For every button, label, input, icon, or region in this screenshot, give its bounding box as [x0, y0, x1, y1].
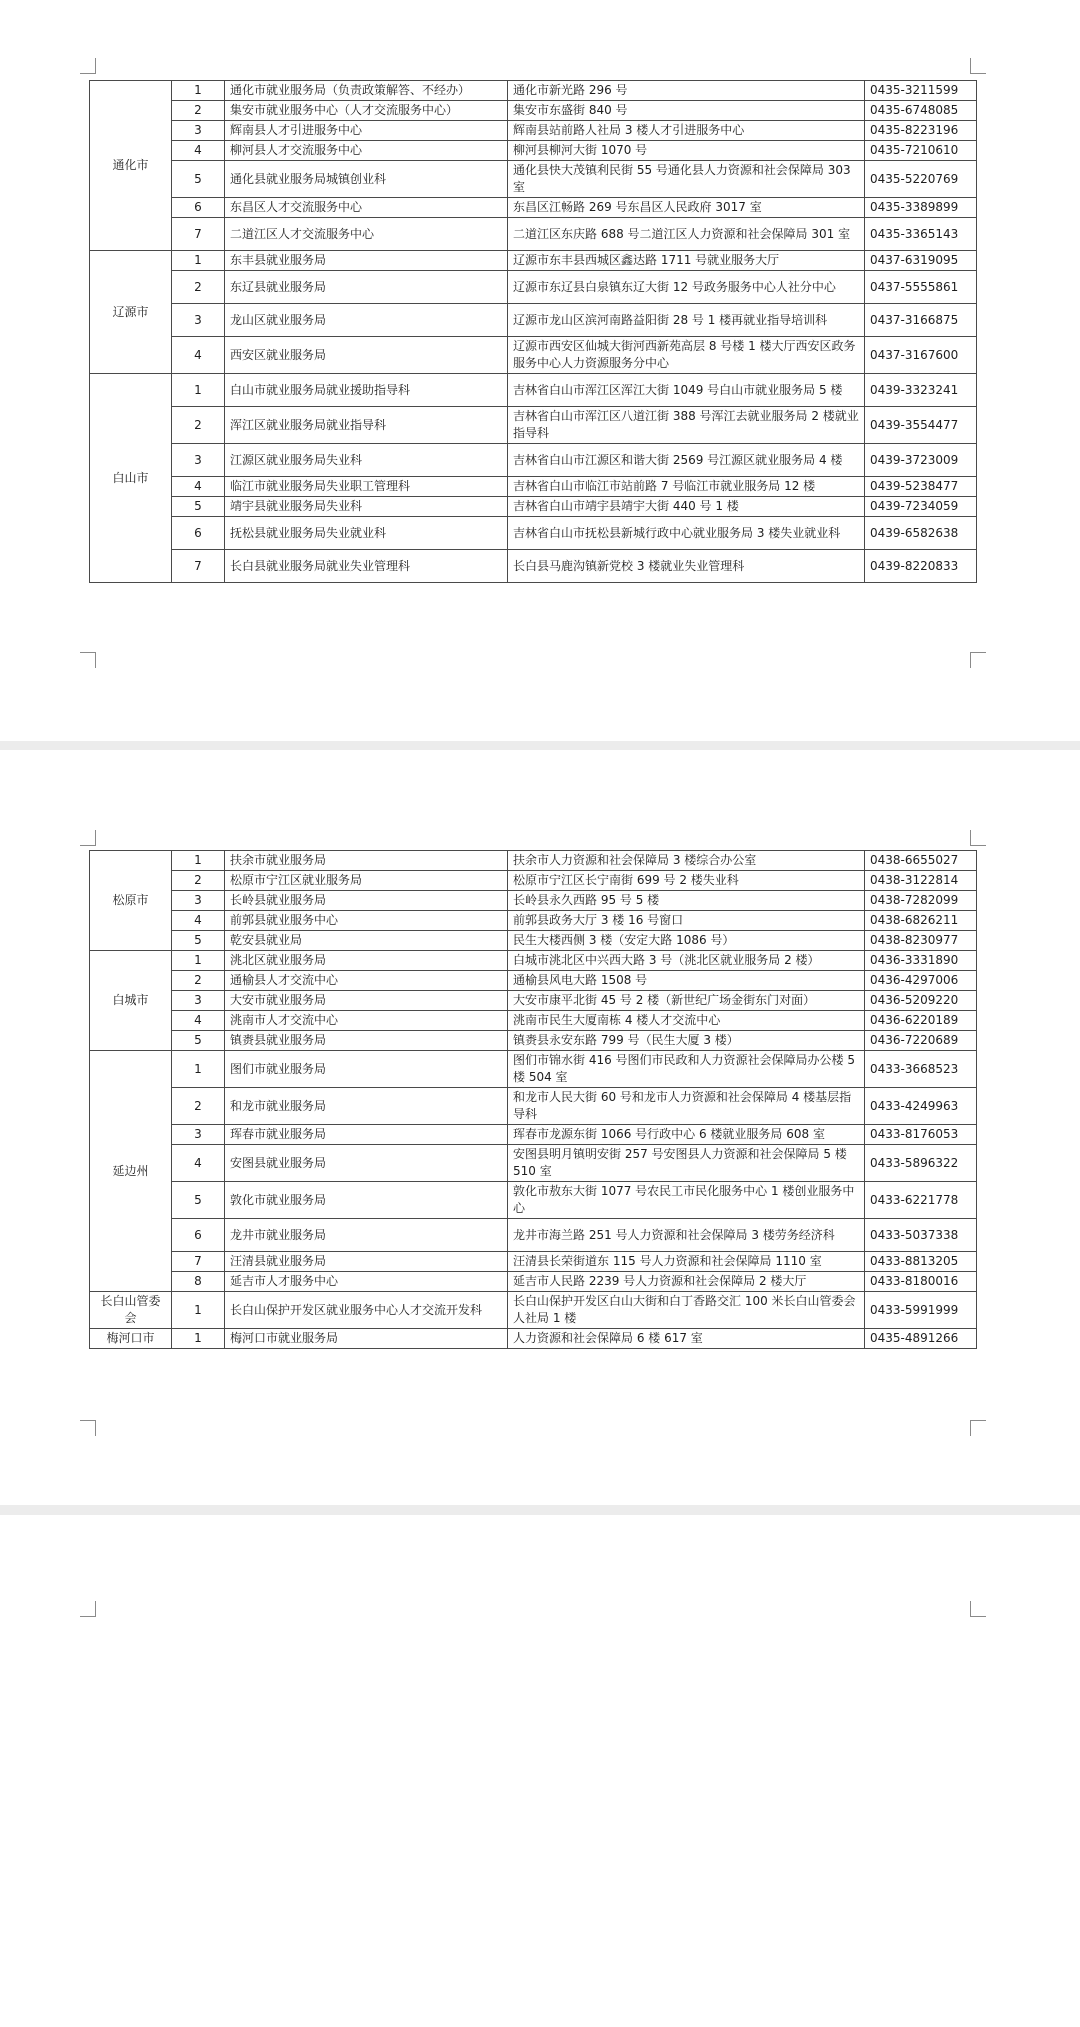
phone-cell: 0433-8813205 [865, 1252, 977, 1272]
table-row [90, 1272, 977, 1292]
row-number-cell: 1 [172, 951, 225, 971]
address-cell: 图们市锦水街 416 号图们市民政和人力资源社会保障局办公楼 5 楼 504 室 [508, 1051, 865, 1088]
address-cell: 洮南市民生大厦南栋 4 楼人才交流中心 [508, 1011, 865, 1031]
organization-cell: 长岭县就业服务局 [225, 891, 508, 911]
organization-cell: 延吉市人才服务中心 [225, 1272, 508, 1292]
corner-mark [80, 652, 96, 668]
address-cell: 通榆县风电大路 1508 号 [508, 971, 865, 991]
phone-cell: 0436-5209220 [865, 991, 977, 1011]
row-number-cell: 5 [172, 1182, 225, 1219]
region-cell: 白山市 [90, 374, 172, 583]
row-number-cell: 2 [172, 1088, 225, 1125]
organization-cell: 靖宇县就业服务局失业科 [225, 497, 508, 517]
row-number-cell: 2 [172, 101, 225, 121]
table-row [90, 407, 977, 444]
region-cell: 长白山管委会 [90, 1292, 172, 1329]
phone-cell: 0433-3668523 [865, 1051, 977, 1088]
table-row [90, 271, 977, 304]
phone-cell: 0433-4249963 [865, 1088, 977, 1125]
table-row [90, 1088, 977, 1125]
table-row [90, 218, 977, 251]
document-page-1 [0, 0, 1080, 741]
phone-cell: 0433-5991999 [865, 1292, 977, 1329]
organization-cell: 通榆县人才交流中心 [225, 971, 508, 991]
organization-cell: 二道江区人才交流服务中心 [225, 218, 508, 251]
table-row [90, 1252, 977, 1272]
table-row [90, 971, 977, 991]
row-number-cell: 5 [172, 161, 225, 198]
row-number-cell: 1 [172, 851, 225, 871]
region-cell: 延边州 [90, 1051, 172, 1292]
address-cell: 辉南县站前路人社局 3 楼人才引进服务中心 [508, 121, 865, 141]
row-number-cell: 5 [172, 931, 225, 951]
row-number-cell: 3 [172, 1125, 225, 1145]
phone-cell: 0435-3211599 [865, 81, 977, 101]
phone-cell: 0439-6582638 [865, 517, 977, 550]
address-cell: 民生大楼西侧 3 楼（安定大路 1086 号） [508, 931, 865, 951]
table-row [90, 444, 977, 477]
phone-cell: 0436-6220189 [865, 1011, 977, 1031]
phone-cell: 0436-7220689 [865, 1031, 977, 1051]
organization-cell: 珲春市就业服务局 [225, 1125, 508, 1145]
row-number-cell: 1 [172, 1329, 225, 1349]
address-cell: 集安市东盛街 840 号 [508, 101, 865, 121]
phone-cell: 0438-6655027 [865, 851, 977, 871]
address-cell: 安图县明月镇明安街 257 号安图县人力资源和社会保障局 5 楼 510 室 [508, 1145, 865, 1182]
organization-cell: 松原市宁江区就业服务局 [225, 871, 508, 891]
address-cell: 长岭县永久西路 95 号 5 楼 [508, 891, 865, 911]
row-number-cell: 3 [172, 304, 225, 337]
corner-mark [970, 1420, 986, 1436]
table-row [90, 991, 977, 1011]
phone-cell: 0435-7210610 [865, 141, 977, 161]
region-cell: 通化市 [90, 81, 172, 251]
table-row [90, 141, 977, 161]
phone-cell: 0438-7282099 [865, 891, 977, 911]
row-number-cell: 1 [172, 1292, 225, 1329]
region-cell: 辽源市 [90, 251, 172, 374]
phone-cell: 0439-3723009 [865, 444, 977, 477]
table-row [90, 911, 977, 931]
row-number-cell: 1 [172, 81, 225, 101]
address-cell: 通化县快大茂镇利民街 55 号通化县人力资源和社会保障局 303 室 [508, 161, 865, 198]
phone-cell: 0435-5220769 [865, 161, 977, 198]
employment-services-table [89, 850, 977, 1349]
table-row [90, 477, 977, 497]
address-cell: 通化市新光路 296 号 [508, 81, 865, 101]
organization-cell: 洮南市人才交流中心 [225, 1011, 508, 1031]
table-row [90, 1329, 977, 1349]
phone-cell: 0439-7234059 [865, 497, 977, 517]
table-row [90, 1292, 977, 1329]
address-cell: 延吉市人民路 2239 号人力资源和社会保障局 2 楼大厅 [508, 1272, 865, 1292]
corner-mark [80, 830, 96, 846]
address-cell: 长白县马鹿沟镇新党校 3 楼就业失业管理科 [508, 550, 865, 583]
row-number-cell: 1 [172, 1051, 225, 1088]
address-cell: 东昌区江畅路 269 号东昌区人民政府 3017 室 [508, 198, 865, 218]
phone-cell: 0435-3389899 [865, 198, 977, 218]
table-row [90, 161, 977, 198]
corner-mark [970, 58, 986, 74]
corner-mark [970, 1601, 986, 1617]
address-cell: 大安市康平北街 45 号 2 楼（新世纪广场金街东门对面） [508, 991, 865, 1011]
address-cell: 辽源市东辽县白泉镇东辽大街 12 号政务服务中心人社分中心 [508, 271, 865, 304]
phone-cell: 0437-3167600 [865, 337, 977, 374]
organization-cell: 柳河县人才交流服务中心 [225, 141, 508, 161]
organization-cell: 安图县就业服务局 [225, 1145, 508, 1182]
table-row [90, 374, 977, 407]
row-number-cell: 4 [172, 1145, 225, 1182]
phone-cell: 0433-5896322 [865, 1145, 977, 1182]
organization-cell: 前郭县就业服务中心 [225, 911, 508, 931]
address-cell: 吉林省白山市抚松县新城行政中心就业服务局 3 楼失业就业科 [508, 517, 865, 550]
address-cell: 辽源市龙山区滨河南路益阳街 28 号 1 楼再就业指导培训科 [508, 304, 865, 337]
table-row [90, 1031, 977, 1051]
row-number-cell: 4 [172, 911, 225, 931]
address-cell: 吉林省白山市靖宇县靖宇大街 440 号 1 楼 [508, 497, 865, 517]
row-number-cell: 7 [172, 1252, 225, 1272]
organization-cell: 大安市就业服务局 [225, 991, 508, 1011]
row-number-cell: 7 [172, 218, 225, 251]
row-number-cell: 3 [172, 991, 225, 1011]
address-cell: 扶余市人力资源和社会保障局 3 楼综合办公室 [508, 851, 865, 871]
table-row [90, 81, 977, 101]
organization-cell: 龙山区就业服务局 [225, 304, 508, 337]
table-row [90, 1145, 977, 1182]
phone-cell: 0439-5238477 [865, 477, 977, 497]
row-number-cell: 6 [172, 517, 225, 550]
phone-cell: 0439-8220833 [865, 550, 977, 583]
phone-cell: 0438-6826211 [865, 911, 977, 931]
organization-cell: 长白山保护开发区就业服务中心人才交流开发科 [225, 1292, 508, 1329]
address-cell: 辽源市东丰县西城区鑫达路 1711 号就业服务大厅 [508, 251, 865, 271]
phone-cell: 0433-8176053 [865, 1125, 977, 1145]
table-row [90, 497, 977, 517]
phone-cell: 0433-8180016 [865, 1272, 977, 1292]
address-cell: 吉林省白山市浑江区八道江街 388 号浑江去就业服务局 2 楼就业指导科 [508, 407, 865, 444]
row-number-cell: 4 [172, 141, 225, 161]
corner-mark [80, 1601, 96, 1617]
phone-cell: 0438-8230977 [865, 931, 977, 951]
row-number-cell: 2 [172, 871, 225, 891]
organization-cell: 抚松县就业服务局失业就业科 [225, 517, 508, 550]
table-row [90, 251, 977, 271]
address-cell: 二道江区东庆路 688 号二道江区人力资源和社会保障局 301 室 [508, 218, 865, 251]
table-row [90, 931, 977, 951]
address-cell: 吉林省白山市临江市站前路 7 号临江市就业服务局 12 楼 [508, 477, 865, 497]
address-cell: 龙井市海兰路 251 号人力资源和社会保障局 3 楼劳务经济科 [508, 1219, 865, 1252]
organization-cell: 东辽县就业服务局 [225, 271, 508, 304]
table-row [90, 1219, 977, 1252]
organization-cell: 西安区就业服务局 [225, 337, 508, 374]
address-cell: 长白山保护开发区白山大街和白丁香路交汇 100 米长白山管委会人社局 1 楼 [508, 1292, 865, 1329]
row-number-cell: 3 [172, 444, 225, 477]
corner-mark [970, 830, 986, 846]
phone-cell: 0437-5555861 [865, 271, 977, 304]
phone-cell: 0437-6319095 [865, 251, 977, 271]
region-cell: 梅河口市 [90, 1329, 172, 1349]
region-cell: 松原市 [90, 851, 172, 951]
phone-cell: 0435-8223196 [865, 121, 977, 141]
table-row [90, 337, 977, 374]
corner-mark [80, 1420, 96, 1436]
address-cell: 辽源市西安区仙城大街河西新苑高层 8 号楼 1 楼大厅西安区政务服务中心人力资源服务分中心 [508, 337, 865, 374]
row-number-cell: 7 [172, 550, 225, 583]
organization-cell: 浑江区就业服务局就业指导科 [225, 407, 508, 444]
organization-cell: 洮北区就业服务局 [225, 951, 508, 971]
region-cell: 白城市 [90, 951, 172, 1051]
address-cell: 人力资源和社会保障局 6 楼 617 室 [508, 1329, 865, 1349]
phone-cell: 0439-3554477 [865, 407, 977, 444]
organization-cell: 乾安县就业局 [225, 931, 508, 951]
organization-cell: 东丰县就业服务局 [225, 251, 508, 271]
organization-cell: 辉南县人才引进服务中心 [225, 121, 508, 141]
address-cell: 前郭县政务大厅 3 楼 16 号窗口 [508, 911, 865, 931]
organization-cell: 和龙市就业服务局 [225, 1088, 508, 1125]
address-cell: 白城市洮北区中兴西大路 3 号（洮北区就业服务局 2 楼） [508, 951, 865, 971]
row-number-cell: 1 [172, 374, 225, 407]
phone-cell: 0436-4297006 [865, 971, 977, 991]
row-number-cell: 2 [172, 971, 225, 991]
table-row [90, 1125, 977, 1145]
table-row [90, 851, 977, 871]
row-number-cell: 1 [172, 251, 225, 271]
address-cell: 汪清县长荣街道东 115 号人力资源和社会保障局 1110 室 [508, 1252, 865, 1272]
employment-services-table [89, 80, 977, 583]
document-page-2 [0, 750, 1080, 1505]
row-number-cell: 4 [172, 1011, 225, 1031]
row-number-cell: 4 [172, 477, 225, 497]
table-row [90, 198, 977, 218]
address-cell: 柳河县柳河大街 1070 号 [508, 141, 865, 161]
organization-cell: 敦化市就业服务局 [225, 1182, 508, 1219]
table-row [90, 550, 977, 583]
table-row [90, 517, 977, 550]
organization-cell: 东昌区人才交流服务中心 [225, 198, 508, 218]
row-number-cell: 2 [172, 407, 225, 444]
organization-cell: 扶余市就业服务局 [225, 851, 508, 871]
phone-cell: 0436-3331890 [865, 951, 977, 971]
table-row [90, 871, 977, 891]
organization-cell: 长白县就业服务局就业失业管理科 [225, 550, 508, 583]
table-row [90, 121, 977, 141]
row-number-cell: 3 [172, 891, 225, 911]
table-row [90, 1051, 977, 1088]
address-cell: 吉林省白山市浑江区浑江大街 1049 号白山市就业服务局 5 楼 [508, 374, 865, 407]
phone-cell: 0439-3323241 [865, 374, 977, 407]
row-number-cell: 2 [172, 271, 225, 304]
phone-cell: 0435-4891266 [865, 1329, 977, 1349]
row-number-cell: 3 [172, 121, 225, 141]
address-cell: 珲春市龙源东街 1066 号行政中心 6 楼就业服务局 608 室 [508, 1125, 865, 1145]
address-cell: 松原市宁江区长宁南街 699 号 2 楼失业科 [508, 871, 865, 891]
row-number-cell: 5 [172, 497, 225, 517]
organization-cell: 梅河口市就业服务局 [225, 1329, 508, 1349]
organization-cell: 临江市就业服务局失业职工管理科 [225, 477, 508, 497]
organization-cell: 镇赉县就业服务局 [225, 1031, 508, 1051]
table-row [90, 1011, 977, 1031]
phone-cell: 0437-3166875 [865, 304, 977, 337]
corner-mark [970, 652, 986, 668]
organization-cell: 集安市就业服务中心（人才交流服务中心） [225, 101, 508, 121]
phone-cell: 0433-5037338 [865, 1219, 977, 1252]
table-row [90, 1182, 977, 1219]
phone-cell: 0433-6221778 [865, 1182, 977, 1219]
address-cell: 镇赉县永安东路 799 号（民生大厦 3 楼） [508, 1031, 865, 1051]
address-cell: 敦化市敖东大街 1077 号农民工市民化服务中心 1 楼创业服务中心 [508, 1182, 865, 1219]
table-row [90, 951, 977, 971]
organization-cell: 通化市就业服务局（负责政策解答、不经办） [225, 81, 508, 101]
phone-cell: 0438-3122814 [865, 871, 977, 891]
phone-cell: 0435-6748085 [865, 101, 977, 121]
row-number-cell: 6 [172, 198, 225, 218]
organization-cell: 图们市就业服务局 [225, 1051, 508, 1088]
organization-cell: 汪清县就业服务局 [225, 1252, 508, 1272]
table-row [90, 891, 977, 911]
organization-cell: 江源区就业服务局失业科 [225, 444, 508, 477]
address-cell: 和龙市人民大街 60 号和龙市人力资源和社会保障局 4 楼基层指导科 [508, 1088, 865, 1125]
row-number-cell: 4 [172, 337, 225, 374]
row-number-cell: 6 [172, 1219, 225, 1252]
organization-cell: 通化县就业服务局城镇创业科 [225, 161, 508, 198]
document-page-3 [0, 1515, 1080, 2027]
row-number-cell: 8 [172, 1272, 225, 1292]
row-number-cell: 5 [172, 1031, 225, 1051]
table-row [90, 101, 977, 121]
address-cell: 吉林省白山市江源区和谐大街 2569 号江源区就业服务局 4 楼 [508, 444, 865, 477]
organization-cell: 白山市就业服务局就业援助指导科 [225, 374, 508, 407]
organization-cell: 龙井市就业服务局 [225, 1219, 508, 1252]
table-row [90, 304, 977, 337]
corner-mark [80, 58, 96, 74]
phone-cell: 0435-3365143 [865, 218, 977, 251]
